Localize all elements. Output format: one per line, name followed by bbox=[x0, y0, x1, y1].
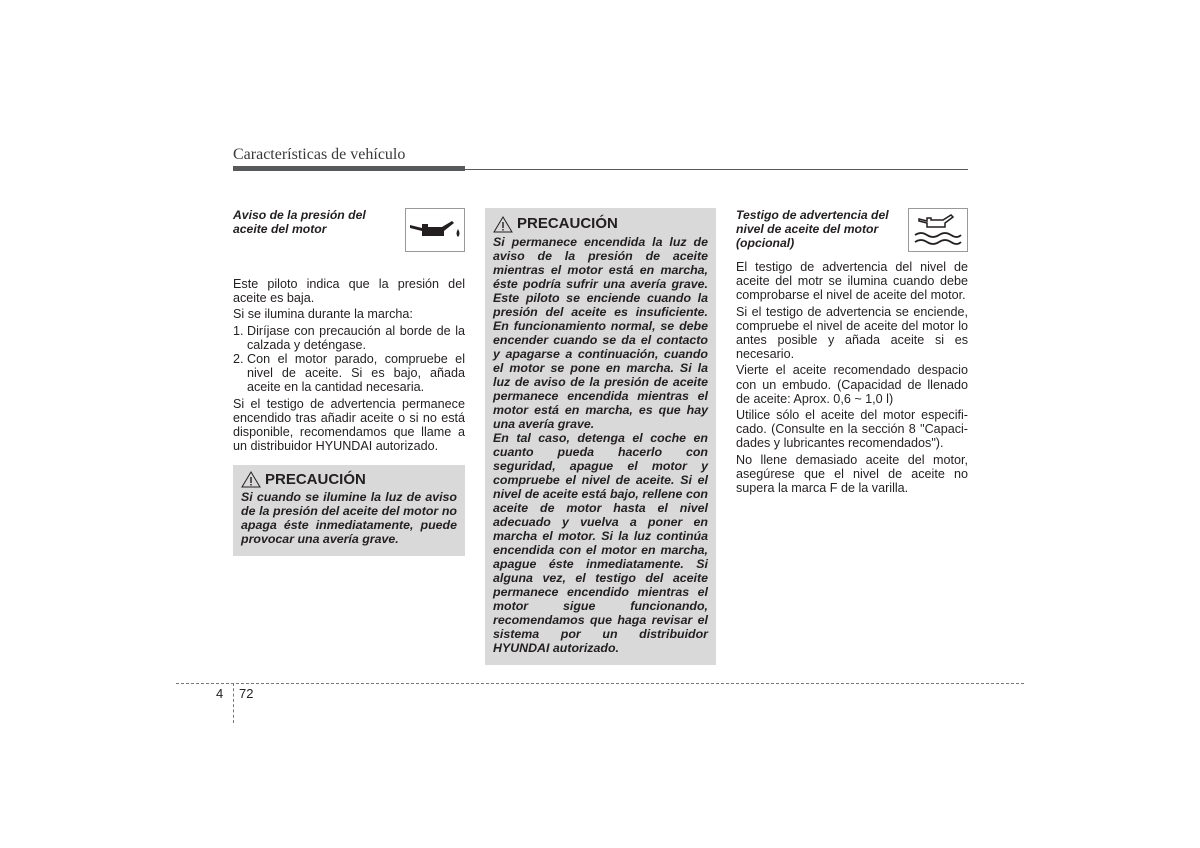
footer-vertical-divider bbox=[233, 683, 234, 723]
warning-triangle-icon bbox=[241, 471, 261, 488]
paragraph: Si el testigo de advertencia se enciende, compruebe el nivel de aceite del motor lo antes posible y añada aceite si es necesario. bbox=[736, 304, 968, 362]
caution-box bbox=[485, 208, 716, 665]
page-number: 72 bbox=[239, 686, 254, 701]
footer-divider bbox=[176, 683, 1024, 684]
list-item: 1. Diríjase con precaución al borde de la calzada y deténgase. bbox=[247, 324, 465, 352]
column-right bbox=[736, 208, 968, 497]
paragraph: Si se ilumina durante la marcha: bbox=[233, 307, 413, 322]
caution-title: PRECAUCIÓN bbox=[493, 216, 708, 233]
paragraph: Este piloto indica que la presión del aceite es baja. bbox=[233, 277, 465, 306]
section-heading-oil-level bbox=[736, 208, 968, 252]
header-rule-thick bbox=[233, 166, 465, 171]
list-item: 2. Con el motor parado, compruebe el nivel de aceite. Si es bajo, añada aceite en la cantidad necesaria. bbox=[247, 352, 465, 395]
oil-can-icon bbox=[405, 208, 465, 252]
paragraph: Utilice sólo el aceite del motor especifi-cado. (Consulte en la sección 8 "Capaci-dades y lubricantes recomendados"). bbox=[736, 408, 968, 451]
caution-text: Si permanece encendida la luz de aviso de la presión de aceite mientras el motor está en marcha, éste podría sufrir una avería grave. Este piloto se enciende cuando la presión del aceite es insuficiente. En funcionamiento normal, se debe encender cuando se da el contacto y apagarse a continuación, cuando el motor se pone en marcha. Si la luz de aviso de la presión de aceite permanece encendida mientras el motor está en marcha, es que hay una avería grave. bbox=[493, 235, 708, 431]
paragraph: El testigo de advertencia del nivel de aceite del motr se ilumina cuando debe comprobarse el nivel de aceite del motor. bbox=[736, 260, 968, 303]
subhead-oil-level: Testigo de advertencia del nivel de aceite del motor (opcional) bbox=[736, 208, 889, 250]
steps-list bbox=[233, 324, 465, 395]
warning-triangle-icon bbox=[493, 216, 513, 233]
section-heading-oil-pressure bbox=[233, 208, 465, 252]
column-left bbox=[233, 208, 465, 556]
column-middle bbox=[485, 208, 716, 665]
oil-level-icon bbox=[908, 208, 968, 252]
paragraph: No llene demasiado aceite del motor, asegúrese que el nivel de aceite no supera la marca F de la varilla. bbox=[736, 452, 968, 496]
subhead-oil-pressure: Aviso de la presión del aceite del motor bbox=[233, 208, 366, 236]
caution-box bbox=[233, 465, 465, 556]
chapter-number: 4 bbox=[216, 686, 224, 701]
caution-title: PRECAUCIÓN bbox=[241, 471, 457, 488]
caution-text: En tal caso, detenga el coche en cuanto pueda hacerlo con seguridad, apague el motor y compruebe el nivel de aceite. Si el nivel de aceite está bajo, rellene con aceite de motor hasta el nivel adecuado y vuelva a poner en marcha el motor. Si la luz continúa encendida con el motor en marcha, apague éste inmediatamente. Si alguna vez, el testigo del aceite permanece encendido mientras el motor sigue funcionando, recomendamos que haga revisar el sistema por un distribuidor HYUNDAI autorizado. bbox=[493, 431, 708, 655]
page-header-title: Características de vehículo bbox=[233, 146, 406, 163]
paragraph: Si el testigo de advertencia permanece encendido tras añadir aceite o si no está disponible, recomendamos que llame a un distribuidor HYUNDAI autorizado. bbox=[233, 396, 465, 454]
paragraph: Vierte el aceite recomendado despacio con un embudo. (Capacidad de llenado de aceite: Aprox. 0,6 ~ 1,0 l) bbox=[736, 363, 968, 406]
caution-text: Si cuando se ilumine la luz de aviso de la presión del aceite del motor no apaga éste inmediatamente, puede provocar una avería grave. bbox=[241, 490, 457, 547]
header-rule-thin bbox=[465, 169, 968, 170]
